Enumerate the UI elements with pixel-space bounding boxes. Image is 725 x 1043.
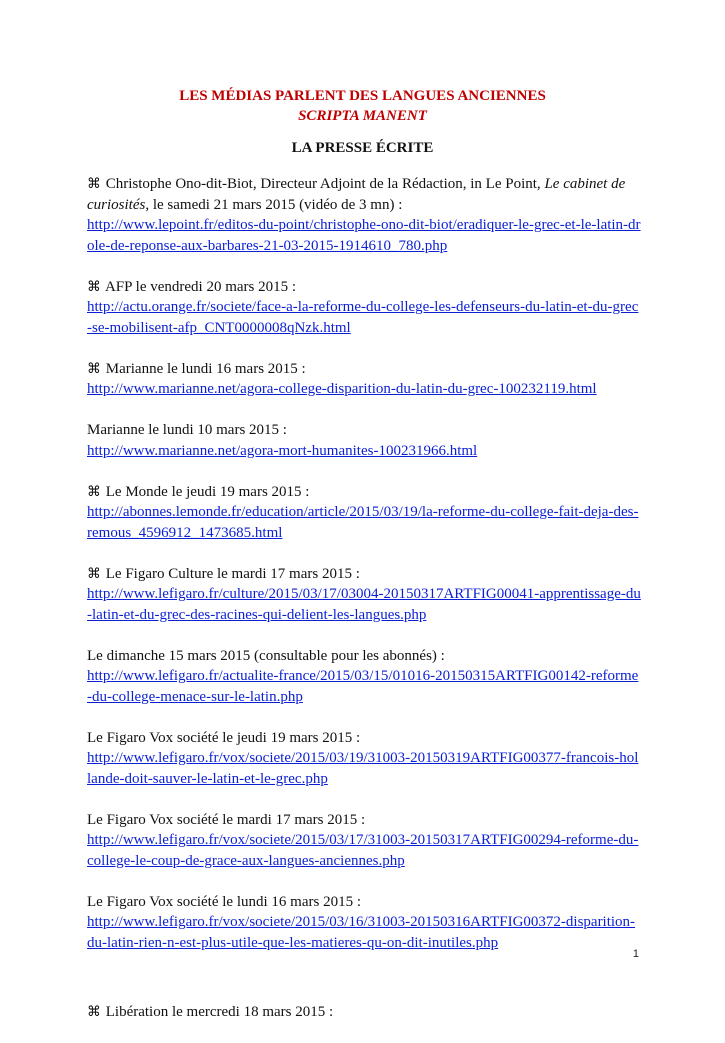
- press-entries-list: [87, 174, 642, 1043]
- bullet-icon: ⌘: [87, 1003, 101, 1020]
- press-entry: [87, 420, 642, 461]
- entry-link[interactable]: http://www.lepoint.fr/editos-du-point/christophe-ono-dit-biot/eradiquer-le-grec-et-le-latin-drole-de-reponse-aux-barbares-21-03-2015-1914610_780.php: [87, 217, 641, 254]
- entry-link[interactable]: http://www.marianne.net/agora-college-disparition-du-latin-du-grec-100232119.html: [87, 381, 597, 397]
- entry-source: Le Figaro Vox société le lundi 16 mars 2015 :: [87, 893, 361, 910]
- entry-source: Libération le mercredi 18 mars 2015 :: [105, 1003, 334, 1020]
- entry-source: Le Monde le jeudi 19 mars 2015 :: [105, 483, 310, 500]
- entry-source: AFP le vendredi 20 mars 2015 :: [104, 278, 297, 295]
- entry-source: Le Figaro Culture le mardi 17 mars 2015 :: [105, 565, 360, 582]
- section-title: LA PRESSE ÉCRITE: [291, 140, 434, 156]
- press-entry: [87, 1002, 642, 1023]
- document-subtitle: SCRIPTA MANENT: [298, 108, 427, 124]
- bullet-icon: ⌘: [87, 360, 101, 377]
- bullet-icon: ⌘: [87, 278, 101, 295]
- entry-link[interactable]: http://www.lefigaro.fr/vox/societe/2015/03/17/31003-20150317ARTFIG00294-reforme-du-college-le-coup-de-grace-aux-langues-anciennes.php: [87, 832, 639, 869]
- entry-source: Le dimanche 15 mars 2015 (consultable pour les abonnés) :: [87, 647, 445, 664]
- press-entry: [87, 359, 642, 400]
- document-title: LES MÉDIAS PARLENT DES LANGUES ANCIENNES: [179, 88, 546, 104]
- spacer: [87, 974, 642, 1002]
- entry-source: Christophe Ono-dit-Biot, Directeur Adjoint de la Rédaction, in Le Point,: [105, 176, 545, 192]
- press-entry: [87, 892, 642, 954]
- entry-link[interactable]: http://www.lefigaro.fr/vox/societe/2015/03/19/31003-20150319ARTFIG00377-francois-hollande-doit-sauver-le-latin-et-le-grec.php: [87, 750, 639, 787]
- press-entry: [87, 810, 642, 872]
- press-entry: [87, 174, 642, 256]
- press-entry: [87, 564, 642, 626]
- entry-link[interactable]: http://abonnes.lemonde.fr/education/article/2015/03/19/la-reforme-du-college-fait-deja-des-remous_4596912_1473685.html: [87, 504, 639, 541]
- entry-link[interactable]: http://www.lefigaro.fr/culture/2015/03/17/03004-20150317ARTFIG00041-apprentissage-du-latin-et-du-grec-des-racines-qui-delient-les-langues.php: [87, 586, 641, 623]
- bullet-icon: ⌘: [87, 565, 101, 582]
- entry-source: Le Figaro Vox société le mardi 17 mars 2015 :: [87, 811, 366, 828]
- press-entry: [87, 277, 642, 339]
- entry-source-italic: Le cabinet de curiosités: [87, 176, 626, 213]
- bullet-icon: ⌘: [87, 176, 101, 192]
- entry-link[interactable]: http://www.marianne.net/agora-mort-humanites-100231966.html: [87, 442, 478, 459]
- press-entry: [87, 646, 642, 708]
- entry-source: Marianne le lundi 16 mars 2015 :: [105, 360, 306, 377]
- press-entry: [87, 482, 642, 544]
- entry-source: Marianne le lundi 10 mars 2015 :: [87, 422, 287, 438]
- press-entry: [87, 728, 642, 790]
- document-header: [0, 86, 725, 126]
- page-number: 1: [632, 948, 639, 960]
- bullet-icon: ⌘: [87, 483, 101, 500]
- entry-link[interactable]: http://www.lefigaro.fr/vox/societe/2015/03/16/31003-20150316ARTFIG00372-disparition-du-latin-rien-n-est-plus-utile-que-les-matieres-qu-on-dit-inutiles.php: [87, 914, 636, 951]
- entry-source: Le Figaro Vox société le jeudi 19 mars 2015 :: [87, 729, 361, 746]
- entry-link[interactable]: http://actu.orange.fr/societe/face-a-la-reforme-du-college-les-defenseurs-du-latin-et-du-grec-se-mobilisent-afp_CNT0000008qNzk.html: [87, 299, 639, 336]
- entry-link[interactable]: http://www.lefigaro.fr/actualite-france/2015/03/15/01016-20150315ARTFIG00142-reforme-du-college-menace-sur-le-latin.php: [87, 668, 639, 705]
- entry-source-after: , le samedi 21 mars 2015 (vidéo de 3 mn) :: [145, 196, 403, 213]
